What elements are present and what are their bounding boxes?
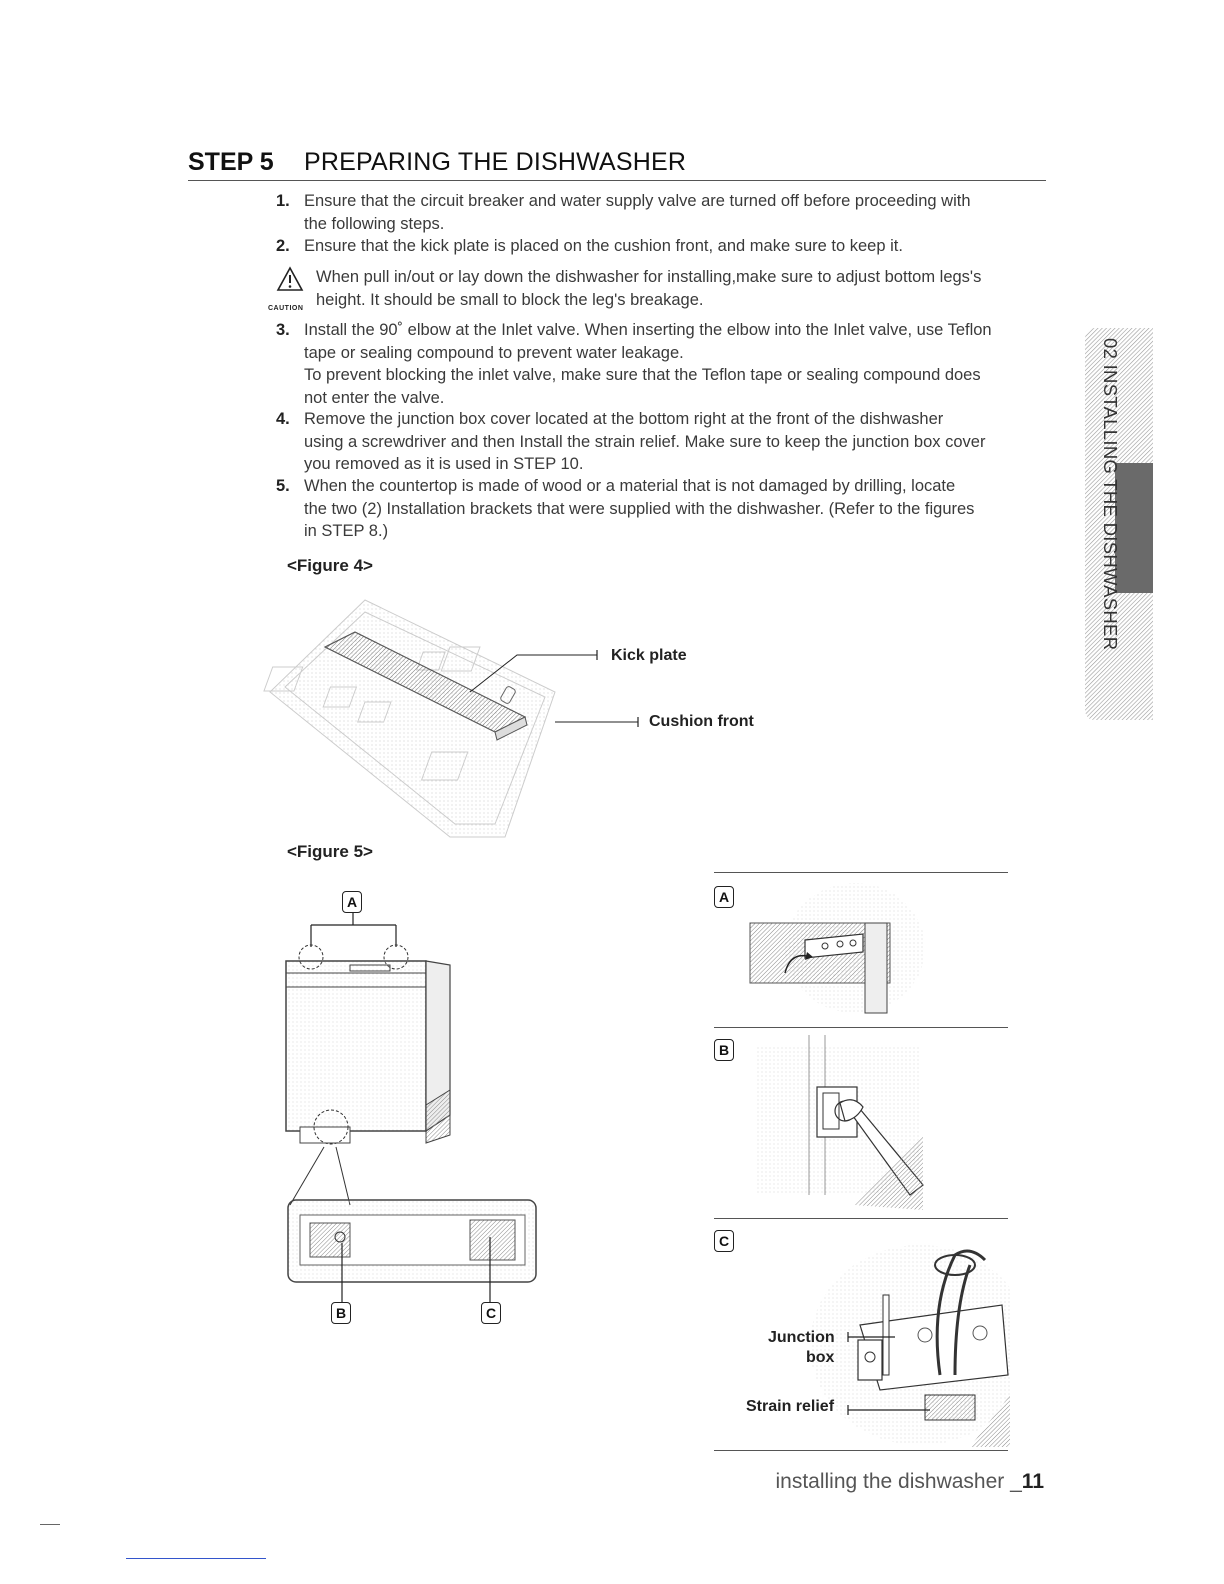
detail-c-marker: C [714, 1230, 734, 1252]
page-title: PREPARING THE DISHWASHER [304, 148, 687, 176]
detail-a-marker: A [714, 886, 734, 908]
margin-mark [40, 1524, 60, 1525]
step-text: Ensure that the circuit breaker and water supply valve are turned off before proceeding with the following steps. [304, 192, 971, 233]
chapter-title: 02 INSTALLING THE DISHWASHER [1100, 338, 1121, 651]
step-number: 3. [276, 321, 290, 339]
cushion-front-callout: Cushion front [649, 713, 754, 730]
detail-divider [714, 1450, 1008, 1451]
margin-link-line [126, 1558, 266, 1559]
detail-divider [714, 1218, 1008, 1219]
caution-triangle-icon [276, 266, 304, 292]
step-number: 2. [276, 237, 290, 255]
step-text: When the countertop is made of wood or a material that is not damaged by drilling, locate the two (2) Installation brackets that were supplied with the dishwasher. (Refer to the figures in STEP 8.) [304, 477, 975, 540]
detail-divider [714, 872, 1008, 873]
step-header [188, 148, 1046, 181]
detail-b-marker: B [714, 1039, 734, 1061]
step-text: Ensure that the kick plate is placed on the cushion front, and make sure to keep it. [304, 237, 903, 255]
step-label: STEP 5 [188, 148, 274, 176]
step-text: Remove the junction box cover located at the bottom right at the front of the dishwasher using a screwdriver and then Install the strain relief. Make sure to keep the junction box cover you removed as it is used in STEP 10. [304, 410, 986, 473]
detail-b-illustration [745, 1035, 925, 1213]
detail-divider [714, 1027, 1008, 1028]
step-number: 1. [276, 192, 290, 210]
figure-4-label: <Figure 4> [287, 556, 373, 575]
chapter-side-tab [1085, 328, 1153, 720]
caution-text: When pull in/out or lay down the dishwasher for installing,make sure to adjust bottom legs's height. It should be small to block the leg's breakage. [316, 268, 982, 309]
footer-text: installing the dishwasher _ [775, 1470, 1022, 1493]
page-number: 11 [1021, 1470, 1044, 1493]
kick-plate-callout: Kick plate [611, 647, 687, 664]
junction-box-callout-line1: Junction [768, 1329, 835, 1346]
marker-a: A [342, 891, 362, 913]
step-number: 5. [276, 477, 290, 495]
step-text: Install the 90˚ elbow at the Inlet valve. When inserting the elbow into the Inlet valve, use Teflon tape or sealing compound to prevent water leakage. To prevent blocking the inlet valve, make sure that the Teflon tape or sealing compound does not enter the valve. [304, 321, 992, 407]
junction-box-callout-line2: box [806, 1349, 835, 1366]
step-number: 4. [276, 410, 290, 428]
detail-a-illustration [745, 878, 925, 1023]
figure-5-dishwasher-illustration [280, 885, 570, 1335]
marker-b: B [331, 1302, 351, 1324]
strain-relief-callout: Strain relief [746, 1398, 835, 1415]
page-footer [775, 1470, 1044, 1494]
marker-c: C [481, 1302, 501, 1324]
caution-label: CAUTION [268, 305, 304, 312]
figure-5-label: <Figure 5> [287, 842, 373, 861]
